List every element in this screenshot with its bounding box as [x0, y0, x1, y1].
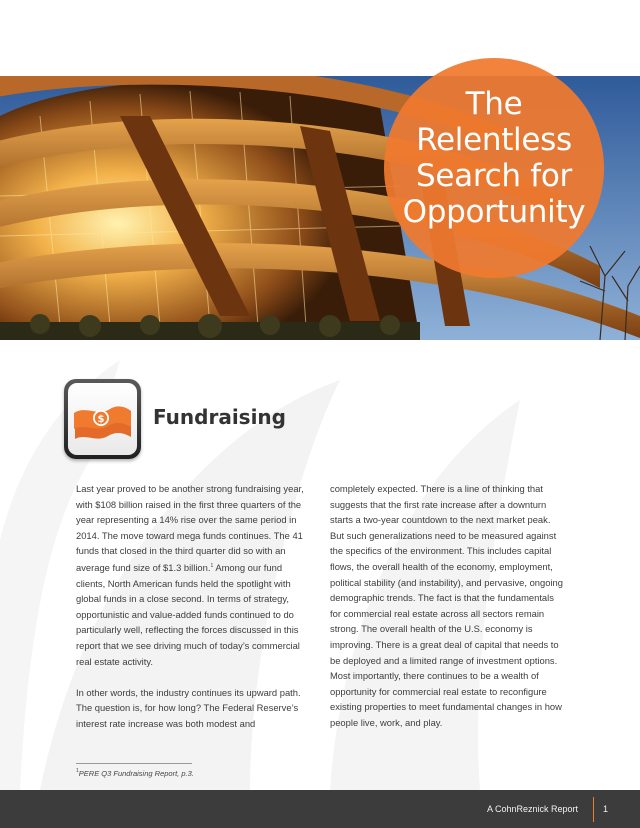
paragraph-text: Last year proved to be another strong fundraising year, with $108 billion raised in the first three quarters of the year representing a 14% rise over the same period in 2014. The move toward mega funds continues. The 41 funds that closed in the third quarter did so with an average fund size of $1.3 billion. [76, 483, 304, 573]
fundraising-icon-frame [64, 379, 141, 459]
body-column-right [330, 481, 566, 746]
footnote [76, 768, 194, 778]
footer-divider [593, 797, 594, 822]
report-title [384, 86, 604, 230]
title-line: Opportunity [402, 194, 586, 230]
section-title: Fundraising [153, 405, 286, 429]
svg-text:$: $ [97, 414, 105, 425]
footnote-number: 1 [76, 768, 79, 774]
footnote-rule [76, 763, 192, 764]
paragraph: In other words, the industry continues its upward path. The question is, for how long? The Federal Reserve’s interest rate increase was both modest and [76, 686, 301, 729]
footer-bar [0, 790, 640, 828]
footnote-text: PERE Q3 Fundraising Report, p.3. [78, 769, 194, 778]
money-icon [68, 383, 137, 455]
footer-label: A CohnReznick Report [486, 804, 578, 814]
title-line: Relentless [416, 122, 572, 158]
footnote-marker: 1 [210, 562, 214, 569]
paragraph: completely expected. There is a line of thinking that suggests that the first rate increase after a downturn starts a two-year countdown to the next market peak. But such generalizations need to be measured against the specifics of the environment. This includes capital flows, the overall health of the economy, employment, political stability (and instability), and pervasive, ongoing demographic trends. The fact is that the fundamentals for commercial real estate across all sectors remain strong. The overall health of the U.S. economy is improving. There is a great deal of capital that needs to be deployed and a limited range of investment options. Most importantly, there continues to be a wealth of opportunity for commercial real estate to reconfigure existing properties to meet fundamental changes in how people live, work, and play. [330, 483, 563, 728]
paragraph-text: Among our fund clients, North American funds held the spotlight with global funds in a close second. In terms of strategy, opportunistic and value-added funds continued to do particularly well, reflecting the forces discussed in this report that we see driving much of today’s commercial real estate activity. [76, 561, 300, 667]
icon-inner [68, 383, 137, 455]
page-number: 1 [603, 804, 609, 814]
body-column-left [76, 481, 312, 747]
title-line: The [465, 86, 523, 122]
paragraph [76, 481, 312, 669]
title-line: Search for [416, 158, 572, 194]
